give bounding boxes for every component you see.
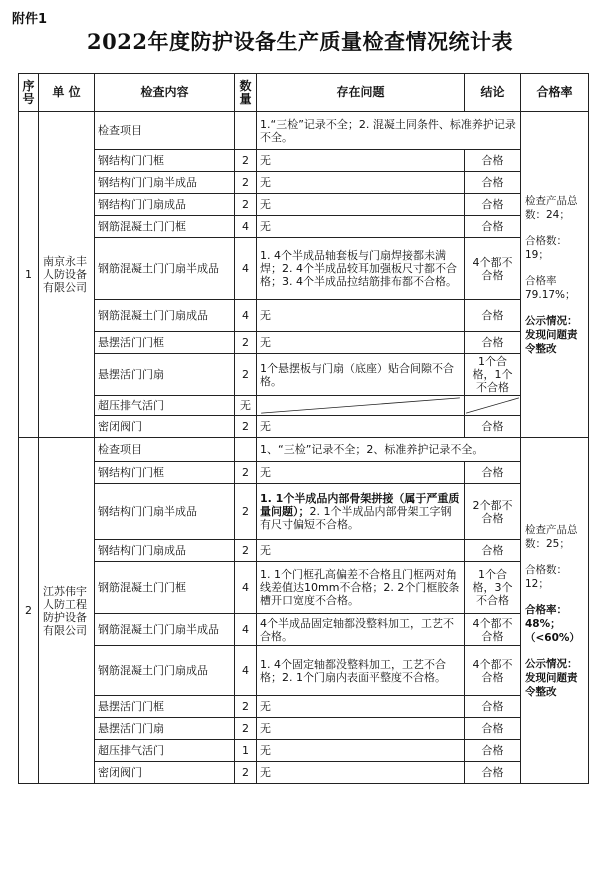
header-content: 检查内容 (95, 74, 235, 112)
table-row (19, 416, 589, 438)
issue-text: 2. 1个半成品内部骨架工字钢有尺寸偏短不合格。 (260, 505, 452, 531)
check-item: 钢结构门门扇半成品 (95, 172, 235, 194)
check-item: 钢结构门门扇成品 (95, 540, 235, 562)
spacer (525, 262, 584, 274)
spacer (525, 645, 584, 657)
table-row (19, 614, 589, 646)
check-item: 钢结构门门框 (95, 462, 235, 484)
check-item: 钢结构门门扇成品 (95, 194, 235, 216)
check-item: 密闭阀门 (95, 762, 235, 784)
qty-cell: 无 (235, 396, 257, 416)
issue-text: 1个悬摆板与门扇（底座）贴合间隙不合格。 (260, 361, 454, 388)
issue-cell (257, 562, 465, 614)
qty-cell: 2 (235, 762, 257, 784)
result-cell (465, 396, 521, 416)
issue-text: 无 (260, 766, 271, 779)
issue-cell (257, 194, 465, 216)
pass-rate-summary (521, 112, 589, 438)
spacer (525, 302, 584, 314)
result-cell: 合格 (465, 172, 521, 194)
qty-cell: 2 (235, 484, 257, 540)
table-row (19, 112, 589, 150)
result-cell: 合格 (465, 696, 521, 718)
check-item: 检查项目 (95, 438, 235, 462)
issue-text: 无 (260, 700, 271, 713)
issue-text: 无 (260, 198, 271, 211)
qty-cell: 2 (235, 354, 257, 396)
qty-cell: 4 (235, 216, 257, 238)
qty-cell: 2 (235, 540, 257, 562)
row-seq: 1 (19, 112, 39, 438)
pass-rate-summary (521, 438, 589, 784)
issue-cell (257, 484, 465, 540)
table-row (19, 740, 589, 762)
slash-line (257, 396, 464, 415)
issue-cell (257, 740, 465, 762)
row-seq: 2 (19, 438, 39, 784)
table-row (19, 696, 589, 718)
result-cell: 4个都不合格 (465, 646, 521, 696)
result-cell: 1个合格，1个不合格 (465, 354, 521, 396)
result-cell: 合格 (465, 740, 521, 762)
summary-pass-count: 合格数：19； (525, 234, 567, 261)
table-row (19, 762, 589, 784)
qty-cell: 1 (235, 740, 257, 762)
issue-slash-cell (257, 396, 465, 416)
result-cell: 4个都不合格 (465, 238, 521, 300)
table-row (19, 438, 589, 462)
qty-cell: 2 (235, 150, 257, 172)
issue-text: 1. 4个半成品轴套板与门扇焊接都未满焊；2. 4个半成品较耳加强板尺寸都不合格；3. 4个半成品拉结筋排布都不合格。 (260, 249, 457, 288)
issue-text: 无 (260, 544, 271, 557)
issue-text: 无 (260, 744, 271, 757)
result-cell: 合格 (465, 462, 521, 484)
header-rate: 合格率 (521, 74, 589, 112)
issue-cell (257, 172, 465, 194)
table-row (19, 300, 589, 332)
table-row (19, 172, 589, 194)
issue-cell (257, 762, 465, 784)
table-row (19, 462, 589, 484)
result-cell: 合格 (465, 194, 521, 216)
table-row (19, 150, 589, 172)
issue-cell (257, 696, 465, 718)
table-row (19, 332, 589, 354)
issue-text: 1. 1个门框孔高偏差不合格且门框两对角线差值达10mm不合格；2. 2个门框胶条槽开口宽度不合格。 (260, 568, 460, 607)
issue-text: 无 (260, 336, 271, 349)
issue-text: 无 (260, 420, 271, 433)
result-cell: 合格 (465, 762, 521, 784)
spacer (525, 551, 584, 563)
issue-text: 无 (260, 176, 271, 189)
header-row (19, 74, 589, 112)
issue-cell (257, 462, 465, 484)
header-seq: 序号 (19, 74, 39, 112)
qty-cell: 4 (235, 300, 257, 332)
result-cell: 合格 (465, 300, 521, 332)
summary-total: 检查产品总数：24； (525, 194, 578, 221)
qty-cell: 2 (235, 172, 257, 194)
result-cell: 4个都不合格 (465, 614, 521, 646)
qty-cell: 4 (235, 614, 257, 646)
issue-cell (257, 332, 465, 354)
result-cell: 1个合格，3个不合格 (465, 562, 521, 614)
issue-cell (257, 150, 465, 172)
issue-text: 无 (260, 220, 271, 233)
result-cell: 合格 (465, 216, 521, 238)
check-item: 钢结构门门框 (95, 150, 235, 172)
summary-notice: 公示情况：发现问题责令整改 (525, 314, 578, 355)
header-unit: 单 位 (39, 74, 95, 112)
qty-cell (235, 112, 257, 150)
issue-cell (257, 354, 465, 396)
qty-cell: 2 (235, 718, 257, 740)
table-row (19, 396, 589, 416)
issue-cell (257, 300, 465, 332)
table-row (19, 646, 589, 696)
result-cell: 合格 (465, 150, 521, 172)
qty-cell: 4 (235, 238, 257, 300)
issue-text: 无 (260, 154, 271, 167)
issue-cell: 1.“三检”记录不全；2. 混凝土同条件、标准养护记录不全。 (257, 112, 521, 150)
issue-bold-text: 1. 1个半成品内部骨架拼接（属于严重质量问题）； (260, 492, 460, 518)
check-item: 密闭阀门 (95, 416, 235, 438)
summary-pass-rate: 合格率 79.17%； (525, 274, 576, 301)
qty-cell: 4 (235, 562, 257, 614)
attachment-label: 附件1 (12, 12, 48, 27)
unit-name: 江苏伟宇人防工程防护设备有限公司 (39, 438, 95, 784)
check-item: 钢筋混凝土门门扇成品 (95, 300, 235, 332)
table-row (19, 194, 589, 216)
summary-pass-count: 合格数：12； (525, 563, 567, 590)
issue-cell (257, 238, 465, 300)
check-item: 钢筋混凝土门门扇半成品 (95, 614, 235, 646)
table-row (19, 540, 589, 562)
qty-cell: 2 (235, 416, 257, 438)
table-row (19, 718, 589, 740)
check-item: 钢筋混凝土门门扇半成品 (95, 238, 235, 300)
issue-cell (257, 416, 465, 438)
issue-cell (257, 646, 465, 696)
check-item: 钢筋混凝土门门框 (95, 562, 235, 614)
spacer (525, 591, 584, 603)
issue-cell (257, 216, 465, 238)
result-cell: 合格 (465, 718, 521, 740)
table-row (19, 354, 589, 396)
result-cell: 合格 (465, 332, 521, 354)
summary-pass-rate: 合格率：48%；（<60%） (525, 603, 580, 644)
summary-total: 检查产品总数：25； (525, 523, 578, 550)
summary-notice: 公示情况：发现问题责令整改 (525, 657, 578, 698)
qty-cell (235, 438, 257, 462)
qty-cell: 4 (235, 646, 257, 696)
header-qty: 数量 (235, 74, 257, 112)
table-row (19, 238, 589, 300)
unit-name: 南京永丰人防设备有限公司 (39, 112, 95, 438)
issue-text: 无 (260, 309, 271, 322)
qty-cell: 2 (235, 194, 257, 216)
issue-text: 无 (260, 722, 271, 735)
result-cell: 合格 (465, 416, 521, 438)
qty-cell: 2 (235, 696, 257, 718)
check-item: 钢结构门门扇半成品 (95, 484, 235, 540)
check-item: 检查项目 (95, 112, 235, 150)
issue-cell (257, 718, 465, 740)
qty-cell: 2 (235, 332, 257, 354)
check-item: 超压排气活门 (95, 396, 235, 416)
header-issue: 存在问题 (257, 74, 465, 112)
check-item: 钢筋混凝土门门扇成品 (95, 646, 235, 696)
check-item: 悬摆活门门框 (95, 332, 235, 354)
check-item: 钢筋混凝土门门框 (95, 216, 235, 238)
table-row (19, 562, 589, 614)
spacer (525, 222, 584, 234)
result-cell: 合格 (465, 540, 521, 562)
qty-cell: 2 (235, 462, 257, 484)
slash-line (465, 396, 520, 415)
result-cell: 2个都不合格 (465, 484, 521, 540)
check-item: 悬摆活门门框 (95, 696, 235, 718)
header-conclusion: 结论 (465, 74, 521, 112)
check-item: 超压排气活门 (95, 740, 235, 762)
check-item: 悬摆活门门扇 (95, 354, 235, 396)
table-row (19, 484, 589, 540)
issue-text: 1. 4个固定轴都没整料加工，工艺不合格；2. 1个门扇内表面平整度不合格。 (260, 657, 446, 684)
document-title: 2022年度防护设备生产质量检查情况统计表 (87, 29, 513, 54)
check-item: 悬摆活门门扇 (95, 718, 235, 740)
issue-cell (257, 614, 465, 646)
issue-text: 4个半成品固定轴都没整料加工，工艺不合格。 (260, 616, 454, 643)
issue-cell (257, 540, 465, 562)
issue-cell: 1、“三检”记录不全；2、标准养护记录不全。 (257, 438, 521, 462)
table-row (19, 216, 589, 238)
issue-text: 无 (260, 466, 271, 479)
statistics-table (18, 73, 589, 784)
